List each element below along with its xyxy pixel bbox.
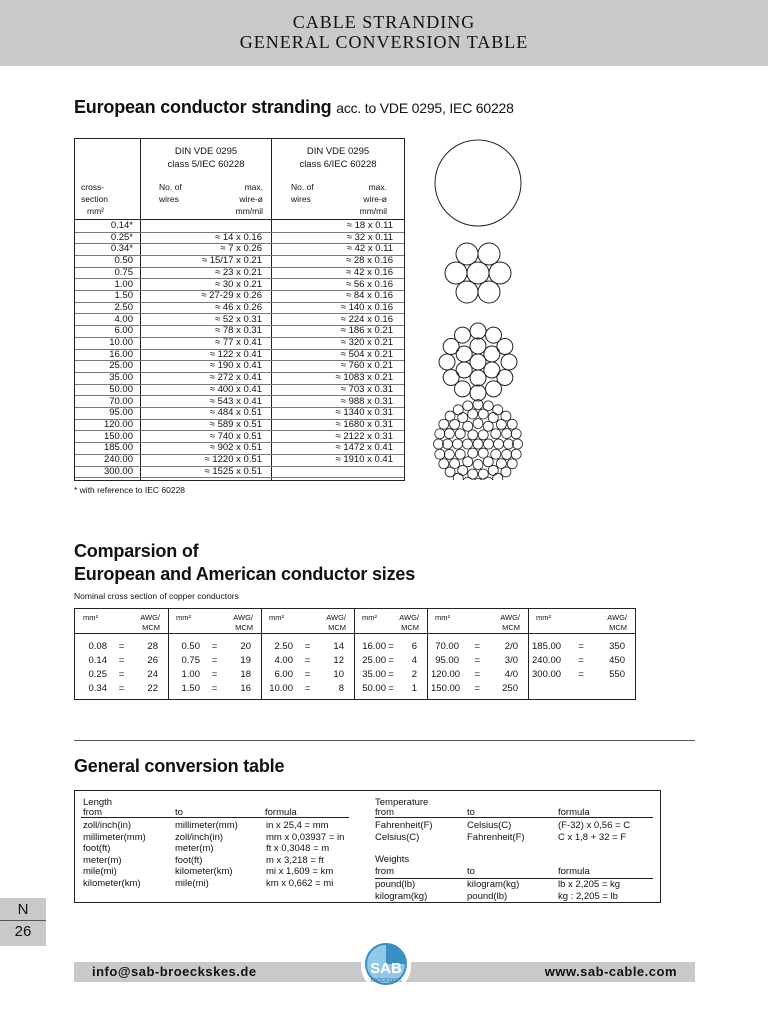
cross-section-value: 95.00	[109, 407, 133, 419]
weight-row-formula: kg : 2,205 = lb	[558, 890, 618, 902]
col-divider	[168, 609, 169, 699]
col-a-h2: class 5/IEC 60228	[167, 159, 245, 170]
equals-sign: =	[474, 641, 481, 652]
mm-value: 0.08	[88, 641, 107, 652]
stranding-title: European conductor stranding	[74, 97, 332, 117]
header-mm: mm²	[83, 613, 98, 622]
weights-label: Weights	[375, 854, 410, 865]
header-mm: mm²	[176, 613, 191, 622]
equals-sign: =	[211, 669, 218, 680]
label-no-of-b: No. of	[291, 182, 314, 192]
stranding-row	[75, 302, 404, 315]
label-section: section	[81, 194, 108, 204]
class6-value: ≈ 56 x 0.16	[346, 278, 393, 290]
equals-sign: =	[388, 655, 394, 666]
length-row-to: millimeter(mm)	[175, 820, 238, 831]
awg-value: 18	[240, 669, 251, 680]
mm-value: 120.00	[431, 669, 461, 680]
class6-value: ≈ 703 x 0.31	[340, 383, 393, 395]
equals-sign: =	[304, 669, 311, 680]
class6-value: ≈ 224 x 0.16	[340, 313, 393, 325]
cross-section-value: 25.00	[109, 360, 133, 372]
class6-value: ≈ 320 x 0.21	[340, 337, 393, 348]
temperature-label: Temperature	[375, 797, 429, 808]
mm-value: 300.00	[532, 669, 562, 680]
label-no-of-a: No. of	[159, 182, 182, 192]
footer-website[interactable]: www.sab-cable.com	[544, 964, 677, 979]
cross-section-value: 150.00	[103, 430, 133, 442]
header-line-2: GENERAL CONVERSION TABLE	[239, 32, 529, 52]
class6-value: ≈ 32 x 0.11	[346, 231, 393, 243]
mm-value: 1.00	[181, 669, 200, 680]
wt-from: from	[375, 866, 394, 877]
length-row-formula: mi x 1,609 = km	[266, 866, 334, 877]
equals-sign: =	[118, 683, 125, 694]
awg-value: 6	[411, 641, 417, 652]
temp-formula: formula	[558, 807, 590, 818]
label-wiredia-a: wire-ø	[239, 194, 263, 204]
length-label: Length	[83, 797, 113, 808]
mm-value: 6.00	[274, 669, 293, 680]
cross-section-value: 120.00	[103, 418, 133, 430]
solid-conductor-icon	[435, 140, 521, 226]
weight-row-from: kilogram(kg)	[375, 890, 428, 902]
class5-value: ≈ 272 x 0.41	[209, 372, 262, 384]
col-b-h2: class 6/IEC 60228	[299, 159, 377, 170]
length-row-from: zoll/inch(in)	[83, 820, 132, 831]
header-awg: AWG/ MCM	[399, 613, 419, 632]
label-max-a: max.	[244, 182, 263, 192]
equals-sign: =	[474, 655, 481, 666]
cross-section-value: 16.00	[109, 348, 133, 360]
cross-section-value: 185.00	[103, 442, 133, 454]
mm-value: 25.00	[362, 655, 386, 666]
header-mm: mm²	[269, 613, 284, 622]
temp-row-from: Celsius(C)	[375, 831, 420, 843]
header-awg: AWG/ MCM	[233, 613, 253, 632]
cross-section-value: 50.00	[109, 383, 133, 395]
header-awg: AWG/ MCM	[607, 613, 627, 632]
class6-value: ≈ 1340 x 0.31	[335, 407, 393, 419]
mm-value: 2.50	[274, 641, 293, 652]
awg-value: 19	[240, 655, 251, 666]
mm-value: 95.00	[435, 655, 459, 666]
cross-section-value: 6.00	[114, 325, 133, 337]
awg-value: 16	[240, 683, 251, 694]
class5-value: ≈ 484 x 0.51	[209, 407, 262, 419]
awg-value: 2/0	[504, 641, 518, 652]
class6-value: ≈ 1472 x 0.41	[335, 442, 393, 454]
class6-value: ≈ 28 x 0.16	[346, 255, 393, 267]
col-a-h1: DIN VDE 0295	[174, 146, 238, 157]
cross-section-value: 1.00	[114, 278, 133, 290]
class5-value: ≈ 30 x 0.21	[215, 278, 262, 290]
label-mmmil-b: mm/mil	[359, 206, 387, 216]
header-mm: mm²	[536, 613, 551, 622]
comparison-title-1: Comparsion of	[74, 541, 199, 561]
weight-row-from: pound(lb)	[375, 879, 416, 890]
stranding-row	[75, 255, 404, 268]
class6-value: ≈ 1910 x 0.41	[335, 454, 393, 465]
length-to: to	[175, 807, 183, 818]
section-title-stranding	[74, 97, 514, 118]
label-mmmil-a: mm/mil	[235, 206, 263, 216]
temp-row-formula: (F-32) x 0,56 = C	[558, 820, 631, 831]
class6-value: ≈ 2122 x 0.31	[335, 430, 393, 442]
divider	[74, 740, 695, 741]
stranding-row	[75, 407, 404, 420]
equals-sign: =	[118, 669, 125, 680]
equals-sign: =	[118, 641, 125, 652]
class5-value: ≈ 122 x 0.41	[209, 348, 262, 360]
cross-section-value: 4.00	[114, 313, 133, 325]
class6-value: ≈ 988 x 0.31	[340, 395, 393, 407]
class6-value: ≈ 140 x 0.16	[340, 301, 393, 313]
length-row-from: mile(mi)	[83, 866, 117, 877]
stranding-row	[75, 325, 404, 338]
length-row-from: meter(m)	[83, 854, 122, 866]
awg-value: 26	[147, 655, 158, 666]
equals-sign: =	[388, 683, 394, 694]
stranding-row	[75, 360, 404, 373]
label-wires-b: wires	[291, 194, 311, 204]
cross-section-value: 240.00	[103, 454, 133, 465]
equals-sign: =	[118, 655, 125, 666]
equals-sign: =	[304, 683, 311, 694]
awg-value: 350	[609, 641, 625, 652]
class6-value: ≈ 42 x 0.16	[346, 266, 393, 278]
awg-value: 1	[411, 683, 417, 694]
cross-section-value: 2.50	[114, 301, 133, 313]
equals-sign: =	[388, 669, 394, 680]
cross-section-value: 0.50	[114, 255, 133, 267]
equals-sign: =	[578, 641, 584, 652]
label-wires-a: wires	[159, 194, 179, 204]
awg-value: 14	[333, 641, 344, 652]
cross-section-value: 0.75	[114, 266, 133, 278]
stranding-subtitle: acc. to VDE 0295, IEC 60228	[336, 100, 514, 116]
equals-sign: =	[474, 669, 481, 680]
class6-value: ≈ 1083 x 0.21	[335, 372, 393, 384]
mm-value: 0.75	[181, 655, 200, 666]
awg-value: 450	[609, 655, 625, 666]
mm-value: 185.00	[532, 641, 562, 652]
label-cross: cross-	[81, 182, 105, 192]
temp-row-from: Fahrenheit(F)	[375, 820, 433, 831]
header-mm: mm²	[435, 613, 450, 622]
equals-sign: =	[304, 641, 311, 652]
weight-row-to: pound(lb)	[467, 890, 508, 902]
mm-value: 10.00	[269, 683, 293, 694]
header-mm: mm²	[362, 613, 377, 622]
nineteen-strand-icon	[439, 323, 517, 401]
logo-sub: BRÖCKSKES	[370, 978, 402, 984]
length-from: from	[83, 807, 102, 818]
class5-value: ≈ 543 x 0.41	[209, 395, 262, 407]
stranding-row	[75, 290, 404, 303]
label-unit: mm²	[87, 206, 104, 216]
header-line-1: CABLE STRANDING	[292, 12, 476, 32]
length-row-formula: in x 25,4 = mm	[266, 820, 329, 831]
label-wiredia-b: wire-ø	[363, 194, 387, 204]
stranding-table	[74, 138, 405, 481]
awg-value: 3/0	[504, 655, 518, 666]
class6-value: ≈ 18 x 0.11	[346, 220, 393, 231]
class5-value: ≈ 740 x 0.51	[209, 430, 262, 442]
equals-sign: =	[474, 683, 481, 694]
weight-row-to: kilogram(kg)	[467, 879, 520, 890]
comparison-title-2: European and American conductor sizes	[74, 564, 416, 584]
length-row-formula: ft x 0,3048 = m	[266, 843, 330, 854]
mm-value: 70.00	[435, 641, 459, 652]
seven-strand-icon	[445, 243, 511, 303]
length-row-formula: mm x 0,03937 = in	[266, 831, 345, 843]
mm-value: 1.50	[181, 683, 200, 694]
class6-value: ≈ 186 x 0.21	[340, 325, 393, 337]
class5-value: ≈ 1220 x 0.51	[204, 454, 262, 465]
header-awg: AWG/ MCM	[500, 613, 520, 632]
awg-value: 250	[502, 683, 518, 694]
cross-section-value: 10.00	[109, 337, 133, 348]
sab-logo	[350, 940, 422, 992]
cross-section-value: 0.34*	[110, 243, 133, 255]
length-row-from: kilometer(km)	[83, 877, 141, 889]
mm-value: 50.00	[362, 683, 386, 694]
length-row-from: foot(ft)	[83, 843, 111, 854]
stranding-row	[75, 442, 404, 455]
weight-row-formula: lb x 2,205 = kg	[558, 879, 621, 890]
header-awg: AWG/ MCM	[326, 613, 346, 632]
class6-value: ≈ 84 x 0.16	[346, 290, 393, 302]
stranding-row	[75, 384, 404, 397]
label-max-b: max.	[368, 182, 387, 192]
class6-value: ≈ 760 x 0.21	[340, 360, 393, 372]
length-row-to: meter(m)	[175, 843, 214, 854]
length-row-from: millimeter(mm)	[83, 831, 146, 843]
mm-value: 35.00	[362, 669, 386, 680]
wt-to: to	[467, 866, 475, 877]
page-header	[0, 0, 768, 66]
awg-value: 22	[147, 683, 158, 694]
col-divider	[354, 609, 355, 699]
awg-value: 2	[411, 669, 417, 680]
class5-value: ≈ 46 x 0.26	[215, 301, 262, 313]
comparison-table	[74, 608, 636, 700]
awg-value: 8	[338, 683, 344, 694]
length-row-to: mile(mi)	[175, 877, 209, 889]
footnote: * with reference to IEC 60228	[74, 485, 186, 495]
class5-value: ≈ 400 x 0.41	[209, 383, 262, 395]
col-b-h1: DIN VDE 0295	[306, 146, 370, 157]
class5-value: ≈ 77 x 0.41	[215, 337, 262, 348]
mm-value: 150.00	[431, 683, 461, 694]
equals-sign: =	[304, 655, 311, 666]
cross-section-value: 0.14*	[110, 220, 133, 231]
class5-value: ≈ 190 x 0.41	[209, 360, 262, 372]
class5-value: ≈ 15/17 x 0.21	[201, 255, 262, 267]
class6-value: ≈ 1680 x 0.31	[335, 418, 393, 430]
temp-row-to: Celsius(C)	[467, 820, 512, 831]
equals-sign: =	[578, 655, 584, 666]
class5-value: ≈ 902 x 0.51	[209, 442, 262, 454]
comparison-note: Nominal cross section of copper conductors	[74, 591, 239, 601]
logo-text: SAB	[370, 960, 402, 977]
awg-value: 12	[333, 655, 344, 666]
equals-sign: =	[578, 669, 584, 680]
awg-value: 28	[147, 641, 158, 652]
temp-row-formula: C x 1,8 + 32 = F	[558, 831, 627, 843]
class5-value: ≈ 14 x 0.16	[215, 231, 262, 243]
cross-section-value: 1.50	[114, 290, 133, 302]
col-divider	[261, 609, 262, 699]
cross-section-value: 0.25*	[110, 231, 133, 243]
col-divider	[528, 609, 529, 699]
conversion-table	[74, 790, 661, 903]
header-awg: AWG/ MCM	[140, 613, 160, 632]
temp-row-to: Fahrenheit(F)	[467, 831, 525, 843]
page-letter: N	[17, 901, 29, 918]
equals-sign: =	[388, 641, 394, 652]
class6-value: ≈ 42 x 0.11	[346, 243, 393, 255]
stranding-row	[75, 466, 404, 479]
class5-value: ≈ 589 x 0.51	[209, 418, 262, 430]
length-row-formula: m x 3,218 = ft	[266, 854, 324, 866]
stranding-row	[75, 431, 404, 444]
equals-sign: =	[211, 641, 218, 652]
class5-value: ≈ 23 x 0.21	[215, 266, 262, 278]
awg-value: 20	[240, 641, 251, 652]
temp-to: to	[467, 807, 475, 818]
class6-value: ≈ 504 x 0.21	[340, 348, 393, 360]
wt-formula: formula	[558, 866, 590, 877]
stranding-row	[75, 243, 404, 256]
equals-sign: =	[211, 683, 218, 694]
cross-section-value: 35.00	[109, 372, 133, 384]
page-tab	[0, 898, 46, 946]
stranding-row	[75, 349, 404, 362]
length-row-formula: km x 0,662 = mi	[266, 877, 334, 889]
class5-value: ≈ 1525 x 0.51	[204, 465, 262, 477]
length-row-to: kilometer(km)	[175, 866, 233, 877]
length-row-to: foot(ft)	[175, 854, 203, 866]
page-number: 26	[14, 923, 32, 940]
mm-value: 0.14	[88, 655, 107, 666]
section-title-comparison	[74, 540, 415, 586]
cross-section-value: 70.00	[109, 395, 133, 407]
section-title-conversion: General conversion table	[74, 756, 285, 776]
awg-value: 24	[147, 669, 158, 680]
stranding-row	[75, 314, 404, 327]
mm-value: 16.00	[362, 641, 386, 652]
stranding-row	[75, 267, 404, 280]
mm-value: 240.00	[532, 655, 562, 666]
length-row-to: zoll/inch(in)	[175, 831, 224, 843]
awg-value: 10	[333, 669, 344, 680]
class5-value: ≈ 52 x 0.31	[215, 313, 262, 325]
footer-email[interactable]: info@sab-broeckskes.de	[92, 964, 257, 979]
equals-sign: =	[211, 655, 218, 666]
mm-value: 0.50	[181, 641, 200, 652]
class5-value: ≈ 27-29 x 0.26	[201, 290, 262, 302]
mm-value: 0.25	[88, 669, 107, 680]
stranding-row	[75, 232, 404, 245]
multi-strand-icon	[434, 400, 523, 481]
cross-section-value: 300.00	[103, 465, 133, 477]
awg-value: 550	[609, 669, 625, 680]
awg-value: 4/0	[504, 669, 518, 680]
mm-value: 4.00	[274, 655, 293, 666]
class5-value: ≈ 78 x 0.31	[215, 325, 262, 337]
class5-value: ≈ 7 x 0.26	[220, 243, 262, 255]
stranding-illustrations	[428, 130, 528, 480]
length-formula: formula	[265, 807, 297, 818]
mm-value: 0.34	[88, 683, 107, 694]
temp-from: from	[375, 807, 394, 818]
col-divider	[427, 609, 428, 699]
stranding-row	[75, 372, 404, 385]
stranding-row	[75, 419, 404, 432]
awg-value: 4	[411, 655, 417, 666]
